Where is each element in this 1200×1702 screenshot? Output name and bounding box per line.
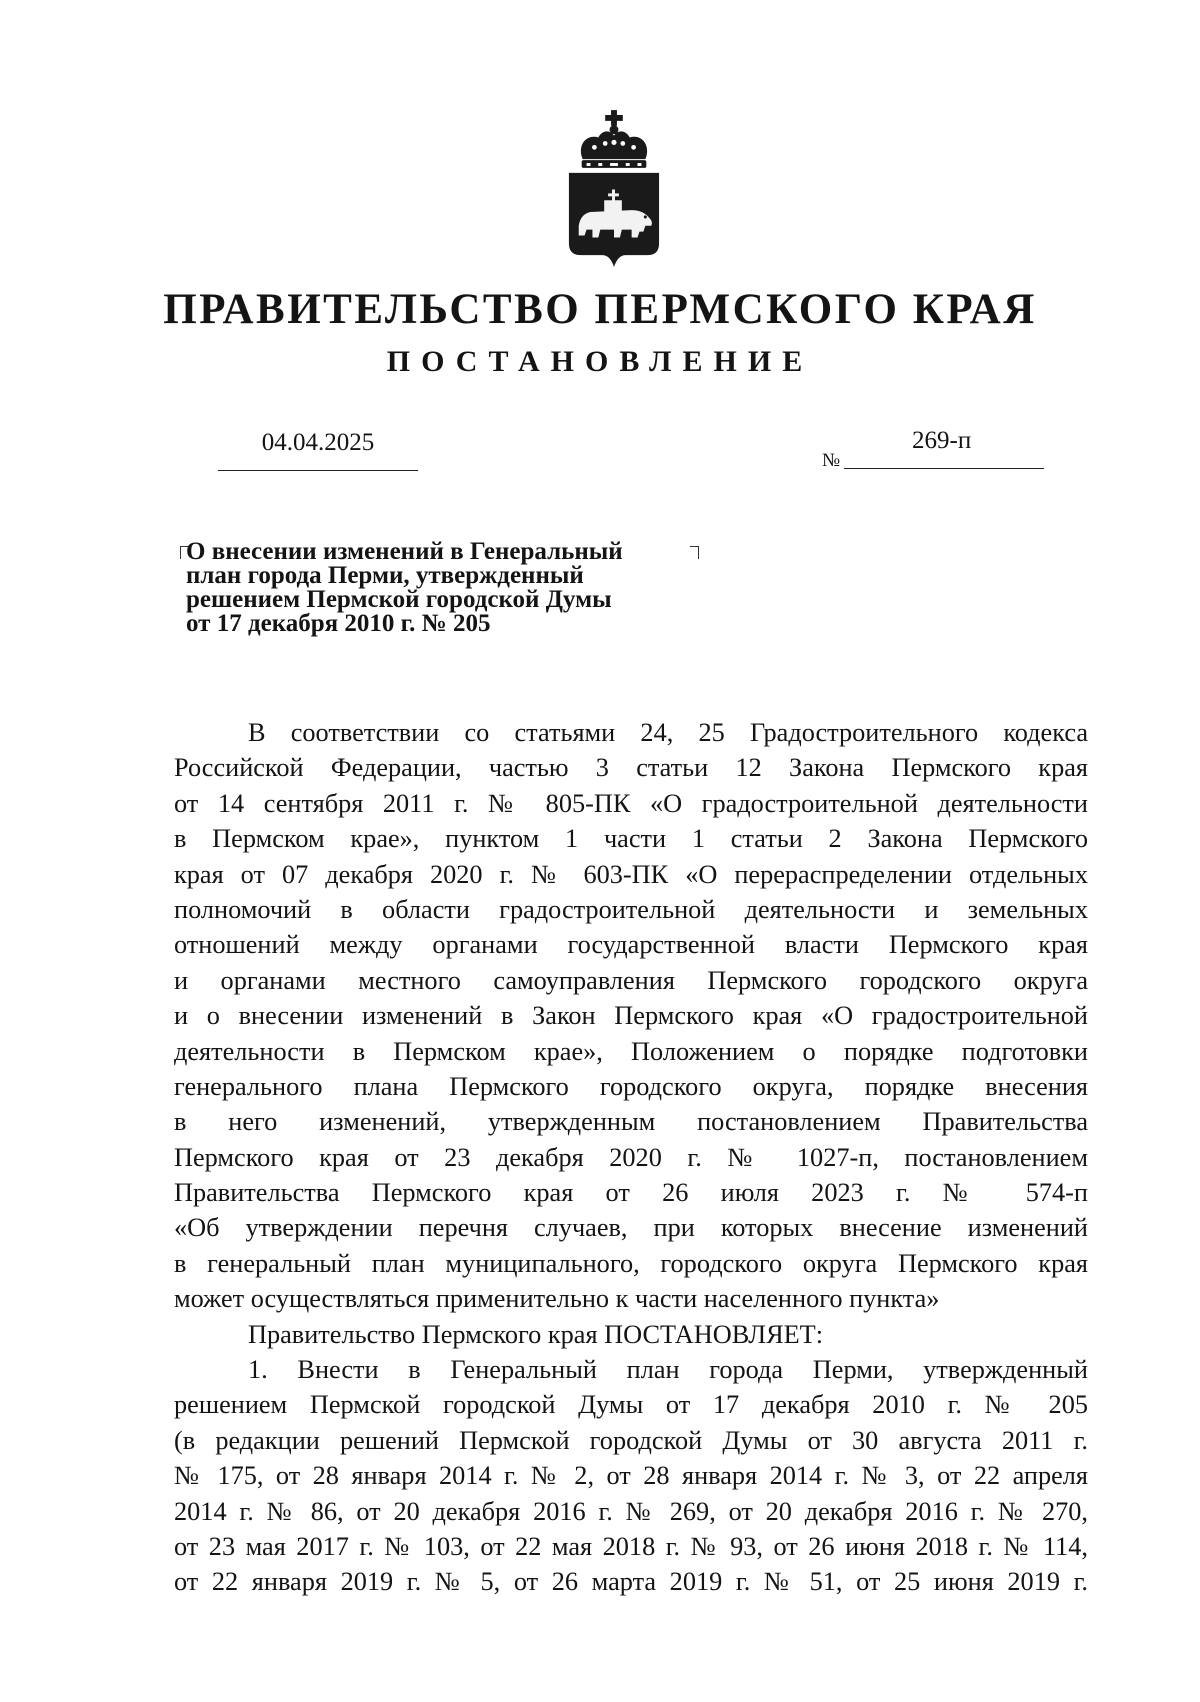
body-line: полномочий в области градостроительной деятельности и земельных <box>174 894 1088 924</box>
subject-line: от 17 декабря 2010 г. № 205 <box>186 610 491 637</box>
body-line: генерального плана Пермского городского округа, порядке внесения <box>174 1071 1088 1101</box>
document-body <box>174 715 1088 1600</box>
body-line: № 175, от 28 января 2014 г. № 2, от 28 января 2014 г. № 3, от 22 апреля <box>174 1461 1088 1491</box>
body-line: и органами местного самоуправления Пермского городского округа <box>174 965 1088 995</box>
document-number <box>822 426 1044 476</box>
body-line: в Пермском крае», пунктом 1 части 1 статьи 2 Закона Пермского <box>174 824 1088 854</box>
body-line: от 14 сентября 2011 г. № 805-ПК «О градостроительной деятельности <box>174 788 1088 818</box>
number-underline <box>844 468 1044 469</box>
body-line: 2014 г. № 86, от 20 декабря 2016 г. № 269, от 20 декабря 2016 г. № 270, <box>174 1496 1088 1526</box>
date-value: 04.04.2025 <box>261 429 375 456</box>
body-line: 1. Внести в Генеральный план города Перми, утвержденный <box>248 1355 1088 1385</box>
body-line: Правительство Пермского края ПОСТАНОВЛЯЕТ: <box>248 1319 824 1349</box>
body-line: Пермского края от 23 декабря 2020 г. № 1027-п, постановлением <box>174 1142 1088 1172</box>
body-line: в генеральный план муниципального, городского округа Пермского края <box>174 1248 1088 1278</box>
body-line: края от 07 декабря 2020 г. № 603-ПК «О перераспределении отдельных <box>174 859 1088 889</box>
body-line: может осуществляться применительно к части населенного пункта» <box>174 1284 940 1314</box>
body-line: и о внесении изменений в Закон Пермского края «О градостроительной <box>174 1001 1088 1031</box>
body-line: Правительства Пермского края от 26 июля 2023 г. № 574-п <box>174 1178 1088 1208</box>
body-line: в него изменений, утвержденным постановлением Правительства <box>174 1107 1088 1137</box>
document-date <box>218 428 418 471</box>
body-line: решением Пермской городской Думы от 17 декабря 2010 г. № 205 <box>174 1390 1088 1420</box>
document-subject <box>186 540 706 636</box>
date-underline <box>218 470 418 471</box>
body-line: (в редакции решений Пермской городской Думы от 30 августа 2011 г. <box>174 1425 1088 1455</box>
document-type: ПОСТАНОВЛЕНИЕ <box>386 345 814 378</box>
body-line: В соответствии со статьями 24, 25 Градостроительного кодекса <box>248 718 1088 747</box>
number-sign: № <box>822 450 841 471</box>
body-line: Российской Федерации, частью 3 статьи 12 Закона Пермского края <box>174 753 1088 783</box>
subject-line: О внесении изменений в Генеральный <box>186 538 623 565</box>
body-line: отношений между органами государственной власти Пермского края <box>174 930 1088 960</box>
body-line: «Об утверждении перечня случаев, при которых внесение изменений <box>174 1213 1088 1243</box>
number-value: 269-п <box>912 427 972 454</box>
body-line: деятельности в Пермском крае», Положением о порядке подготовки <box>174 1036 1088 1066</box>
body-line: от 22 января 2019 г. № 5, от 26 марта 2019 г. № 51, от 25 июня 2019 г. <box>174 1567 1088 1597</box>
body-line: от 23 мая 2017 г. № 103, от 22 мая 2018 г. № 93, от 26 июня 2018 г. № 114, <box>174 1531 1088 1561</box>
subject-line: решением Пермской городской Думы <box>186 586 612 613</box>
perm-krai-coat-of-arms-icon <box>565 108 663 270</box>
government-name: ПРАВИТЕЛЬСТВО ПЕРМСКОГО КРАЯ <box>163 286 1037 333</box>
subject-line: план города Перми, утвержденный <box>186 562 584 589</box>
